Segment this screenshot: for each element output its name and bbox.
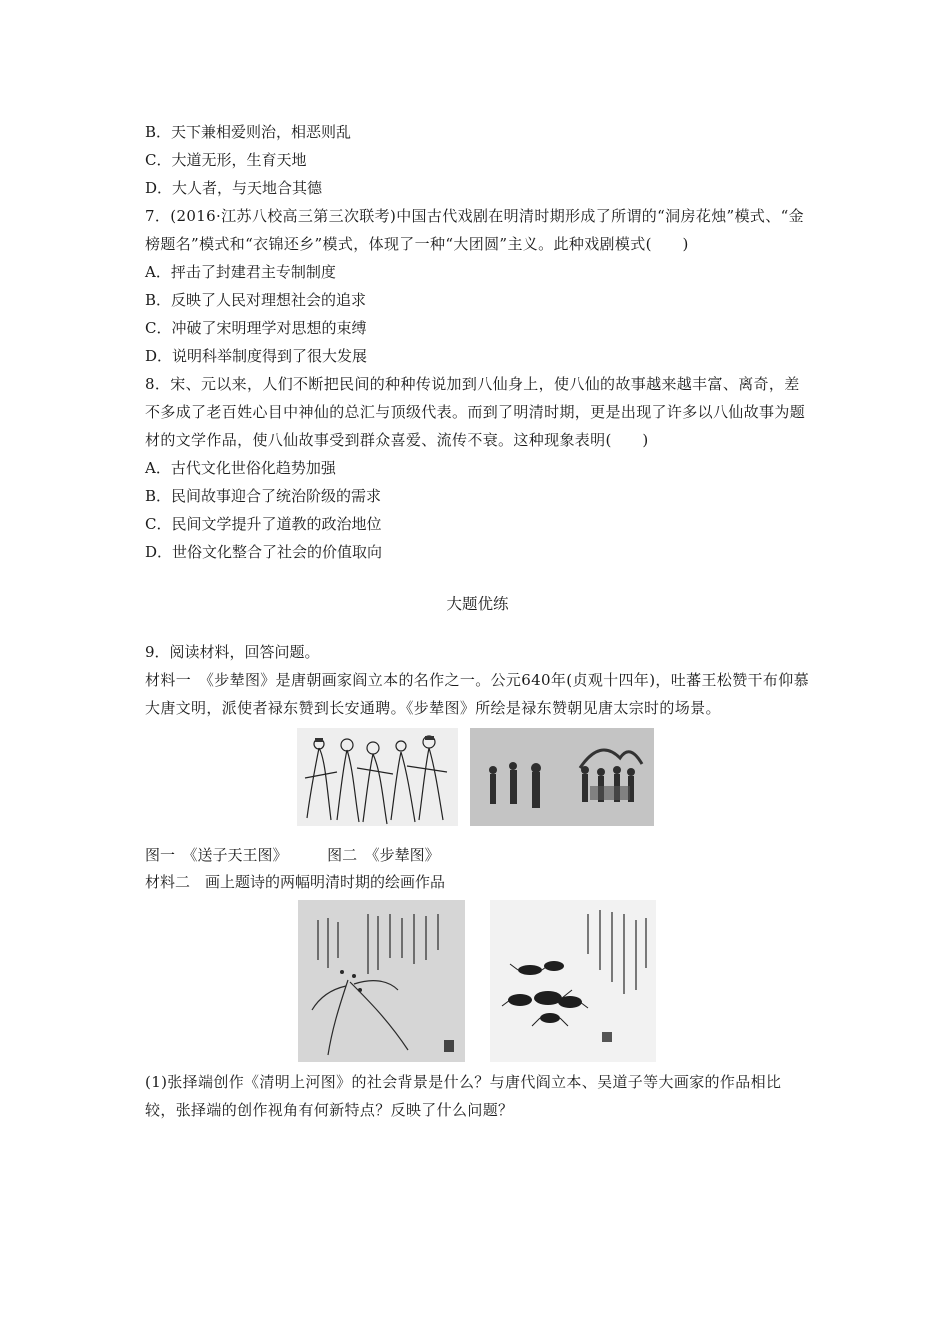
caption-figure-2: 图二 《步辇图》 <box>327 846 440 864</box>
q9-material2: 材料二 画上题诗的两幅明清时期的绘画作品 <box>145 873 446 891</box>
q9-material1: 材料一 《步辇图》是唐朝画家阎立本的名作之一。公元640年(贞观十四年)，吐蕃王松赞干布仰慕大唐文明，派使者禄东赞到长安通聘。《步辇图》所绘是禄东赞朝见唐太宗时的场景。 <box>145 671 809 717</box>
caption-figure-1: 图一 《送子天王图》 <box>145 846 288 864</box>
q6-option-d: D．大人者，与天地合其德 <box>145 179 323 197</box>
painting-orchid-with-poem-image <box>298 900 465 1062</box>
q8-option-b: B．民间故事迎合了统治阶级的需求 <box>145 487 382 505</box>
figure-row-1 <box>145 728 810 836</box>
q6-option-c: C．大道无形，生育天地 <box>145 151 307 169</box>
section-title: 大题优练 <box>446 595 509 613</box>
q9-subquestion-1: (1)张择端创作《清明上河图》的社会背景是什么？与唐代阎立本、吴道子等大画家的作品相比较，张择端的创作视角有何新特点？反映了什么问题？ <box>145 1073 782 1119</box>
q8-option-d: D．世俗文化整合了社会的价值取向 <box>145 543 383 561</box>
q7-stem: 7．(2016·江苏八校高三第三次联考)中国古代戏剧在明清时期形成了所谓的“洞房花烛”模式、“金榜题名”模式和“衣锦还乡”模式，体现了一种“大团圆”主义。此种戏剧模式( ) <box>145 207 804 253</box>
q7-option-a: A．抨击了封建君主专制制度 <box>145 263 336 281</box>
painting-songzi-tianwang-image <box>297 728 458 826</box>
painting-crabs-with-poem-image <box>490 900 656 1062</box>
painting-bunian-tu-image <box>470 728 654 826</box>
q8-stem: 8．宋、元以来，人们不断把民间的种种传说加到八仙身上，使八仙的故事越来越丰富、离奇，差不多成了老百姓心目中神仙的总汇与顶级代表。而到了明清时期，更是出现了许多以八仙故事为题材的文学作品，使八仙故事受到群众喜爱、流传不衰。这种现象表明( ) <box>145 375 806 449</box>
q8-option-c: C．民间文学提升了道教的政治地位 <box>145 515 382 533</box>
worksheet-page <box>145 118 810 1124</box>
figure-captions <box>145 842 810 868</box>
q9-stem: 9．阅读材料，回答问题。 <box>145 643 320 661</box>
q8-option-a: A．古代文化世俗化趋势加强 <box>145 459 336 477</box>
q7-option-c: C．冲破了宋明理学对思想的束缚 <box>145 319 367 337</box>
q7-option-d: D．说明科举制度得到了很大发展 <box>145 347 368 365</box>
q6-option-b: B．天下兼相爱则治，相恶则乱 <box>145 123 352 141</box>
figure-row-2 <box>145 900 810 1068</box>
q7-option-b: B．反映了人民对理想社会的追求 <box>145 291 367 309</box>
